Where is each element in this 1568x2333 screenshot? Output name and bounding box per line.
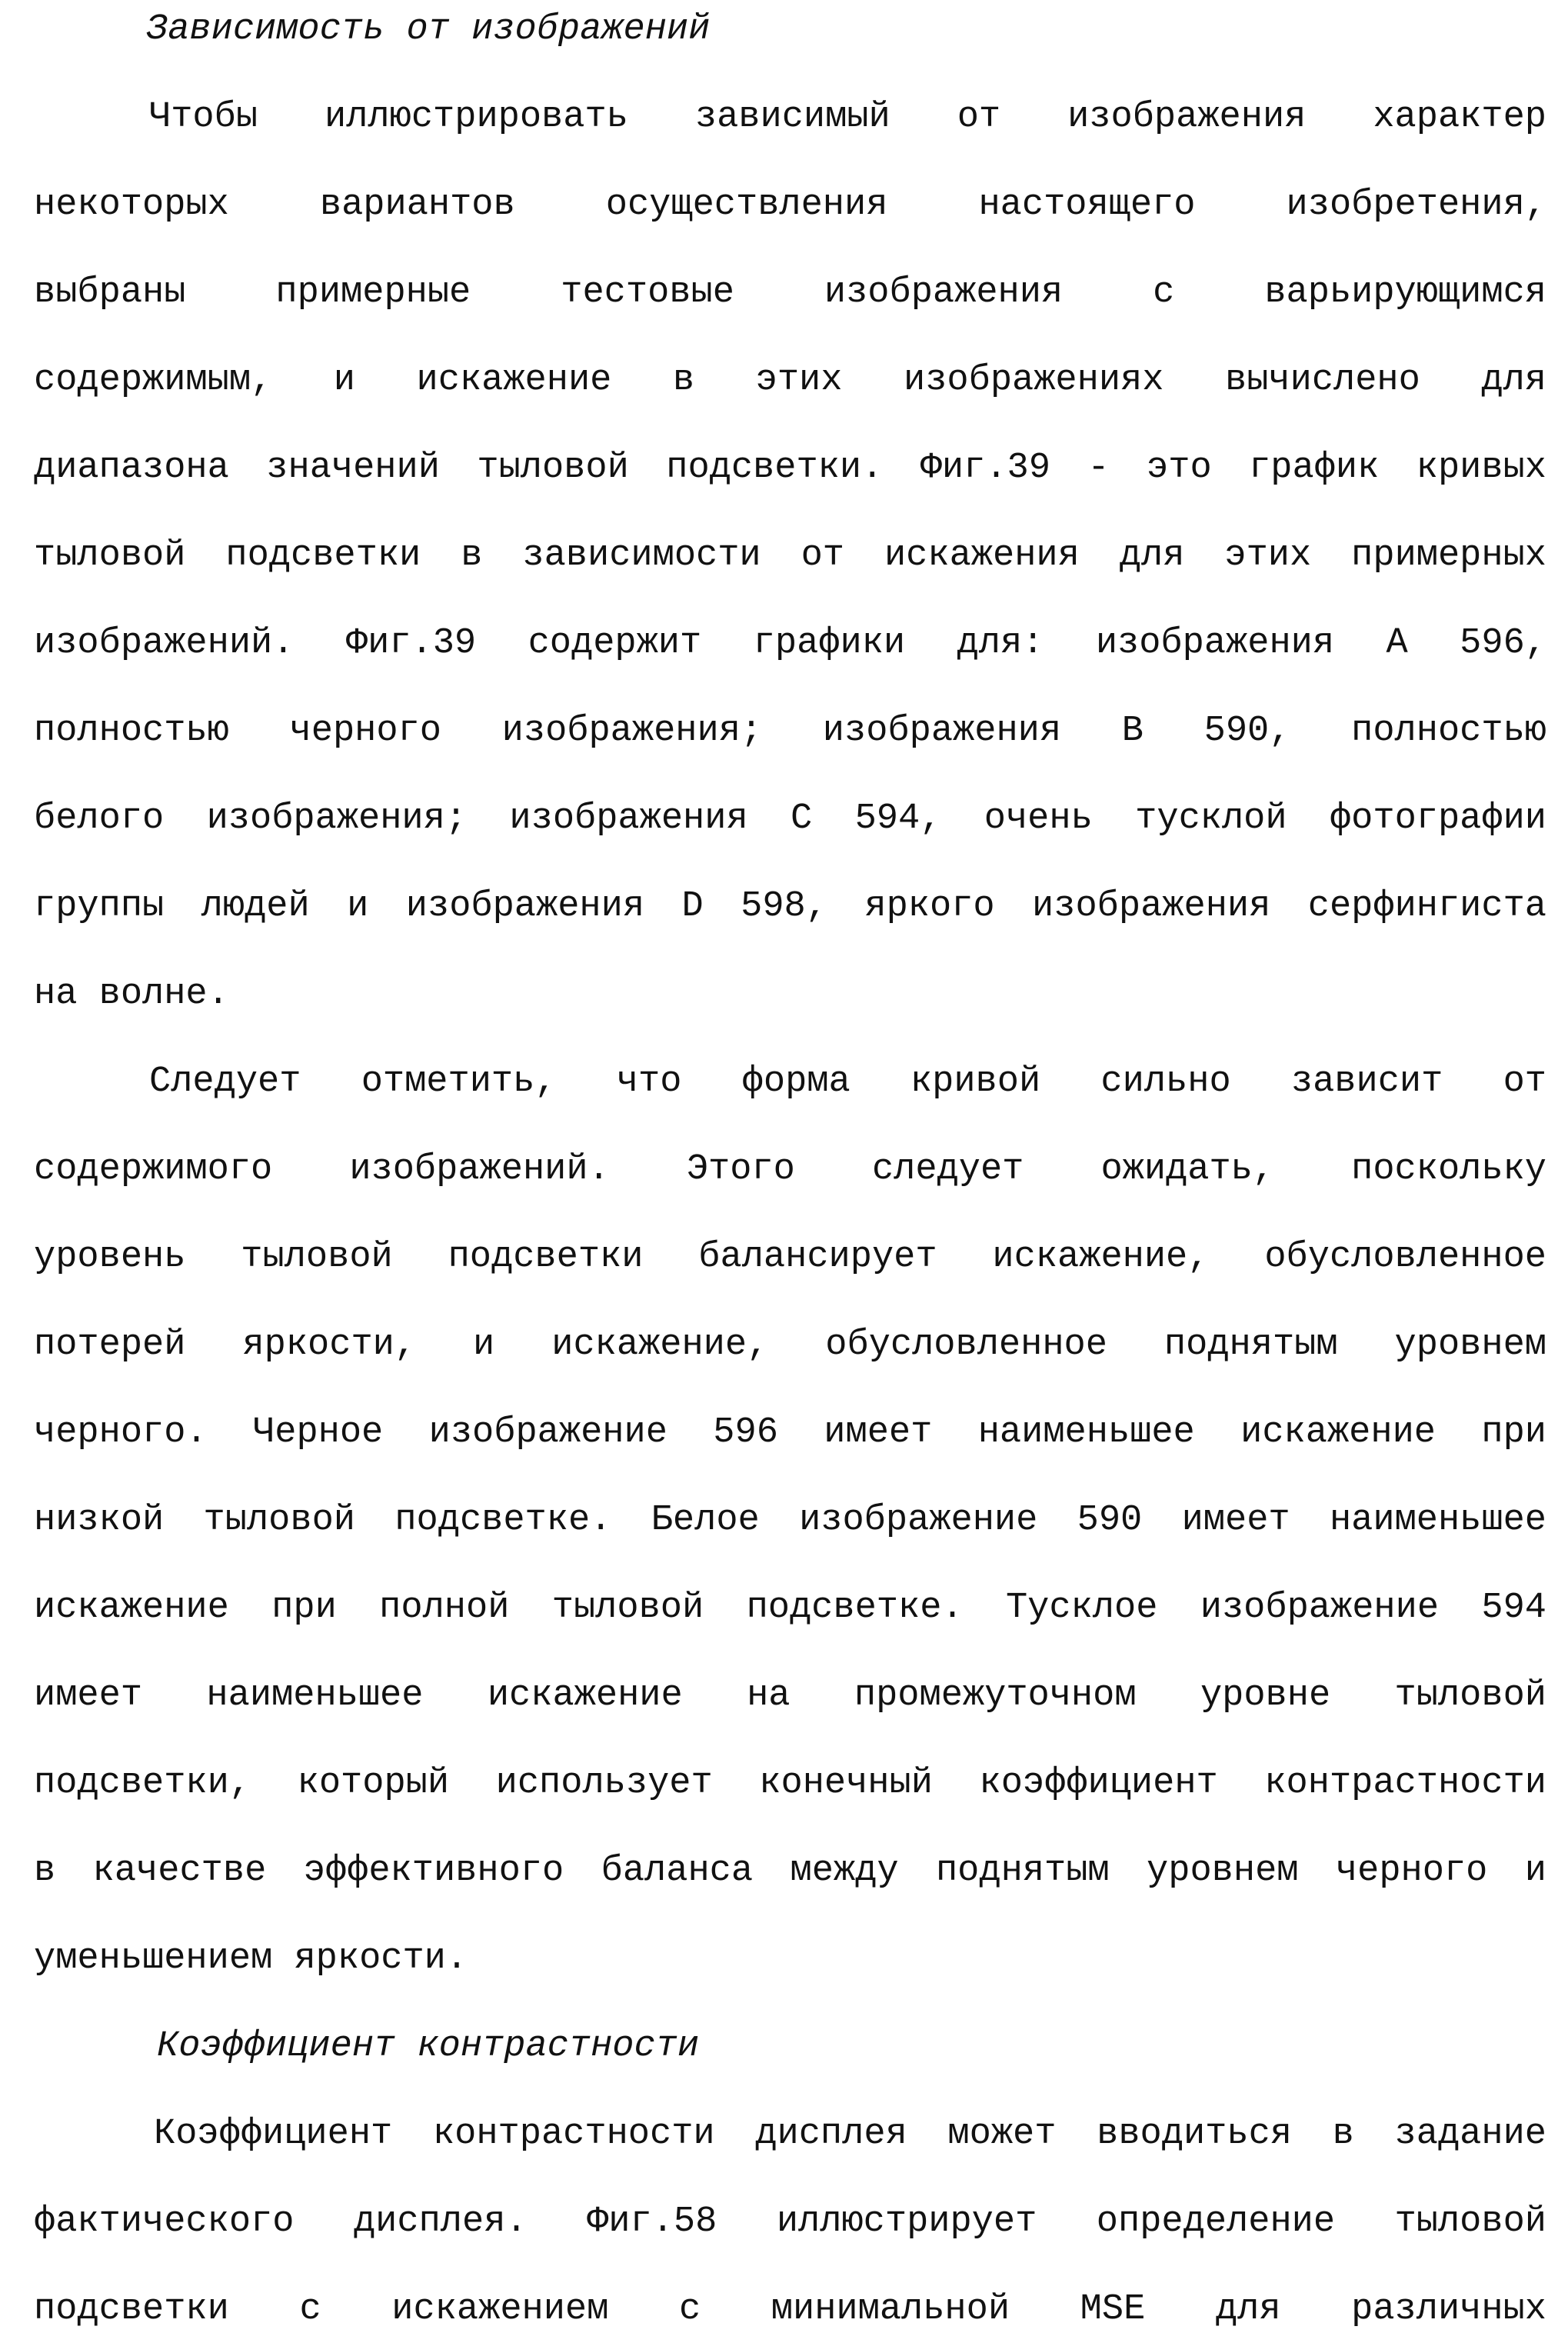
text-line: искажение при полной тыловой подсветке. Тусклое изображение 594 — [34, 1585, 1546, 1631]
text-line: низкой тыловой подсветке. Белое изображение 590 имеет наименьшее — [34, 1498, 1546, 1544]
text-line: Следует отметить, что форма кривой сильно зависит от — [34, 1059, 1546, 1105]
text-line: содержимого изображений. Этого следует ожидать, поскольку — [34, 1147, 1546, 1193]
text-line: изображений. Фиг.39 содержит графики для: изображения А 596, — [34, 621, 1546, 667]
text-line: выбраны примерные тестовые изображения с варьирующимся — [34, 270, 1546, 316]
text-line: белого изображения; изображения С 594, очень тусклой фотографии — [34, 796, 1546, 842]
text-line: Коэффициент контрастности дисплея может вводиться в задание — [34, 2111, 1546, 2158]
text-line: подсветки, который использует конечный коэффициент контрастности — [34, 1761, 1546, 1807]
text-line: черного. Черное изображение 596 имеет наименьшее искажение при — [34, 1410, 1546, 1456]
text-line: подсветки с искажением с минимальной MSE для различных — [34, 2287, 1546, 2333]
text-line: тыловой подсветки в зависимости от искажения для этих примерных — [34, 533, 1546, 579]
text-line: на волне. — [34, 972, 1546, 1018]
text-line: потерей яркости, и искажение, обусловленное поднятым уровнем — [34, 1322, 1546, 1368]
section-heading: Коэффициент контрастности — [34, 2024, 1546, 2070]
text-line: уменьшением яркости. — [34, 1936, 1546, 1982]
text-line: в качестве эффективного баланса между поднятым уровнем черного и — [34, 1848, 1546, 1895]
text-line: имеет наименьшее искажение на промежуточном уровне тыловой — [34, 1673, 1546, 1719]
section-heading: Зависимость от изображений — [34, 7, 1546, 53]
text-line: диапазона значений тыловой подсветки. Фиг.39 - это график кривых — [34, 445, 1546, 492]
text-line: уровень тыловой подсветки балансирует искажение, обусловленное — [34, 1235, 1546, 1281]
text-line: фактического дисплея. Фиг.58 иллюстрирует определение тыловой — [34, 2199, 1546, 2245]
text-line: Чтобы иллюстрировать зависимый от изображения характер — [34, 95, 1546, 141]
text-line: группы людей и изображения D 598, яркого изображения серфингиста — [34, 884, 1546, 930]
text-line: полностью черного изображения; изображения В 590, полностью — [34, 708, 1546, 755]
text-line: содержимым, и искажение в этих изображениях вычислено для — [34, 358, 1546, 404]
text-line: некоторых вариантов осуществления настоящего изобретения, — [34, 182, 1546, 228]
